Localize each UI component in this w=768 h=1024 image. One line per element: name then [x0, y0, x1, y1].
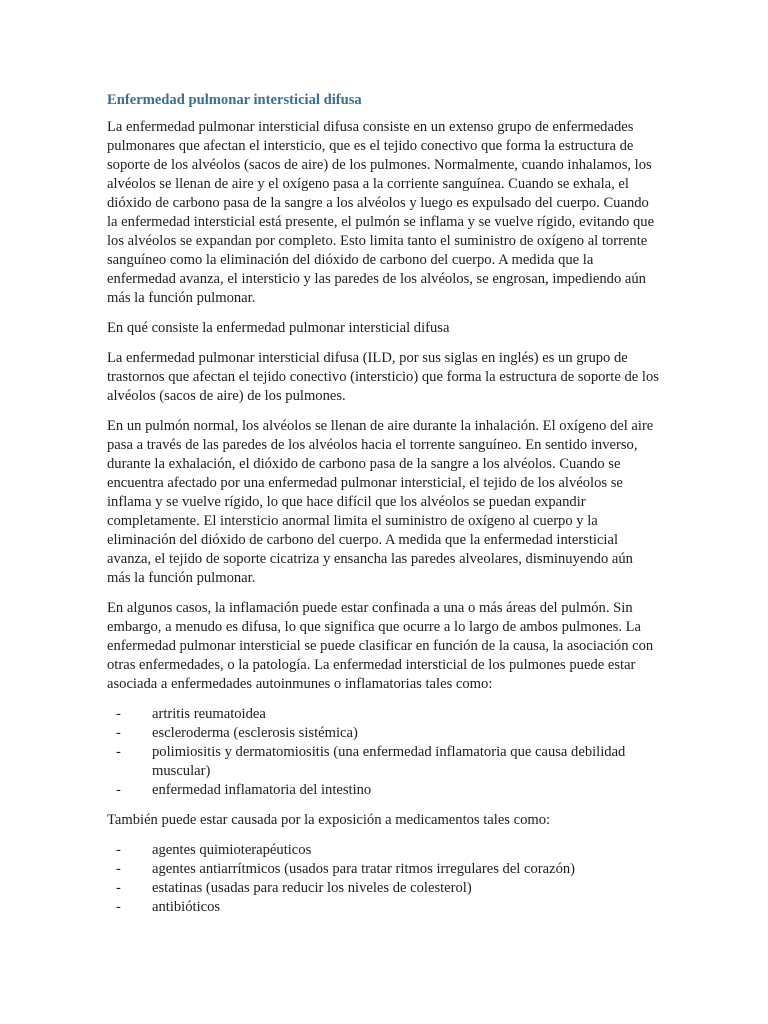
paragraph-classification: En algunos casos, la inflamación puede estar confinada a una o más áreas del pulmón. Sin embargo, a menudo es difusa, lo que significa que ocurre a lo largo de ambos pulmones. La enfermedad pulmonar intersticial se puede clasificar en función de la causa, la asociación con otras enfermedades, o la patología. La enfermedad intersticial de los pulmones puede estar asociada a enfermedades autoinmunes o inflamatorias tales como:: [107, 600, 654, 692]
list-item-text: enfermedad inflamatoria del intestino: [152, 782, 372, 798]
paragraph-definition: La enfermedad pulmonar intersticial difusa (ILD, por sus siglas en inglés) es un grupo de trastornos que afectan el tejido conectivo (intersticio) que forma la estructura de soporte de los alvéolos (sacos de aire) de los pulmones.: [107, 350, 659, 404]
list-medications: [107, 841, 659, 917]
list-item: [107, 860, 659, 879]
list-item: [107, 879, 659, 898]
list-item-text: antibióticos: [152, 899, 221, 915]
list-item-text: escleroderma (esclerosis sistémica): [152, 725, 358, 741]
list-item-text: agentes antiarrítmicos (usados para tratar ritmos irregulares del corazón): [152, 861, 576, 877]
list-autoimmune-diseases: [107, 705, 659, 800]
list-item: [107, 705, 659, 724]
list-dash: -: [116, 861, 121, 877]
paragraph-subheading: En qué consiste la enfermedad pulmonar intersticial difusa: [107, 320, 450, 336]
list-dash: -: [116, 842, 121, 858]
document-title: Enfermedad pulmonar intersticial difusa: [107, 92, 362, 108]
paragraph-normal-lung: En un pulmón normal, los alvéolos se llenan de aire durante la inhalación. El oxígeno del aire pasa a través de las paredes de los alvéolos hacia el torrente sanguíneo. En sentido inverso, durante la exhalación, el dióxido de carbono pasa de la sangre a los alvéolos. Cuando se encuentra afectado por una enfermedad pulmonar intersticial, el tejido de los alvéolos se inflama y se vuelve rígido, lo que hace difícil que los alvéolos se puedan expandir completamente. El intersticio anormal limita el suministro de oxígeno al cuerpo y la eliminación del dióxido de carbono del cuerpo. A medida que la enfermedad intersticial avanza, el tejido de soporte cicatriza y ensancha las paredes alveolares, disminuyendo aún más la función pulmonar.: [107, 418, 654, 586]
list-dash: -: [116, 880, 121, 896]
list-dash: -: [116, 706, 121, 722]
document-page: [107, 91, 659, 928]
list-item-text: polimiositis y dermatomiositis (una enfermedad inflamatoria que causa debilidad muscular): [152, 744, 626, 779]
list-item-text: agentes quimioterapéuticos: [152, 842, 312, 858]
list-dash: -: [116, 725, 121, 741]
list-item-text: artritis reumatoidea: [152, 706, 266, 722]
list-dash: -: [116, 744, 121, 760]
list-dash: -: [116, 899, 121, 915]
list-item-text: estatinas (usadas para reducir los niveles de colesterol): [152, 880, 472, 896]
list-item: [107, 898, 659, 917]
paragraph-intro: La enfermedad pulmonar intersticial difusa consiste en un extenso grupo de enfermedades pulmonares que afectan el intersticio, que es el tejido conectivo que forma la estructura de soporte de los alvéolos (sacos de aire) de los pulmones. Normalmente, cuando inhalamos, los alvéolos se llenan de aire y el oxígeno pasa a la corriente sanguínea. Cuando se exhala, el dióxido de carbono pasa de la sangre a los alvéolos y luego es expulsado del cuerpo. Cuando la enfermedad intersticial está presente, el pulmón se inflama y se vuelve rígido, evitando que los alvéolos se expandan por completo. Esto limita tanto el suministro de oxígeno al torrente sanguíneo como la eliminación del dióxido de carbono del cuerpo. A medida que la enfermedad avanza, el intersticio y las paredes de los alvéolos, se engrosan, impediendo aún más la función pulmonar.: [107, 119, 655, 306]
paragraph-medications: También puede estar causada por la exposición a medicamentos tales como:: [107, 812, 551, 828]
list-item: [107, 724, 659, 743]
list-dash: -: [116, 782, 121, 798]
list-item: [107, 841, 659, 860]
list-item: [107, 781, 659, 800]
list-item: [107, 743, 659, 781]
